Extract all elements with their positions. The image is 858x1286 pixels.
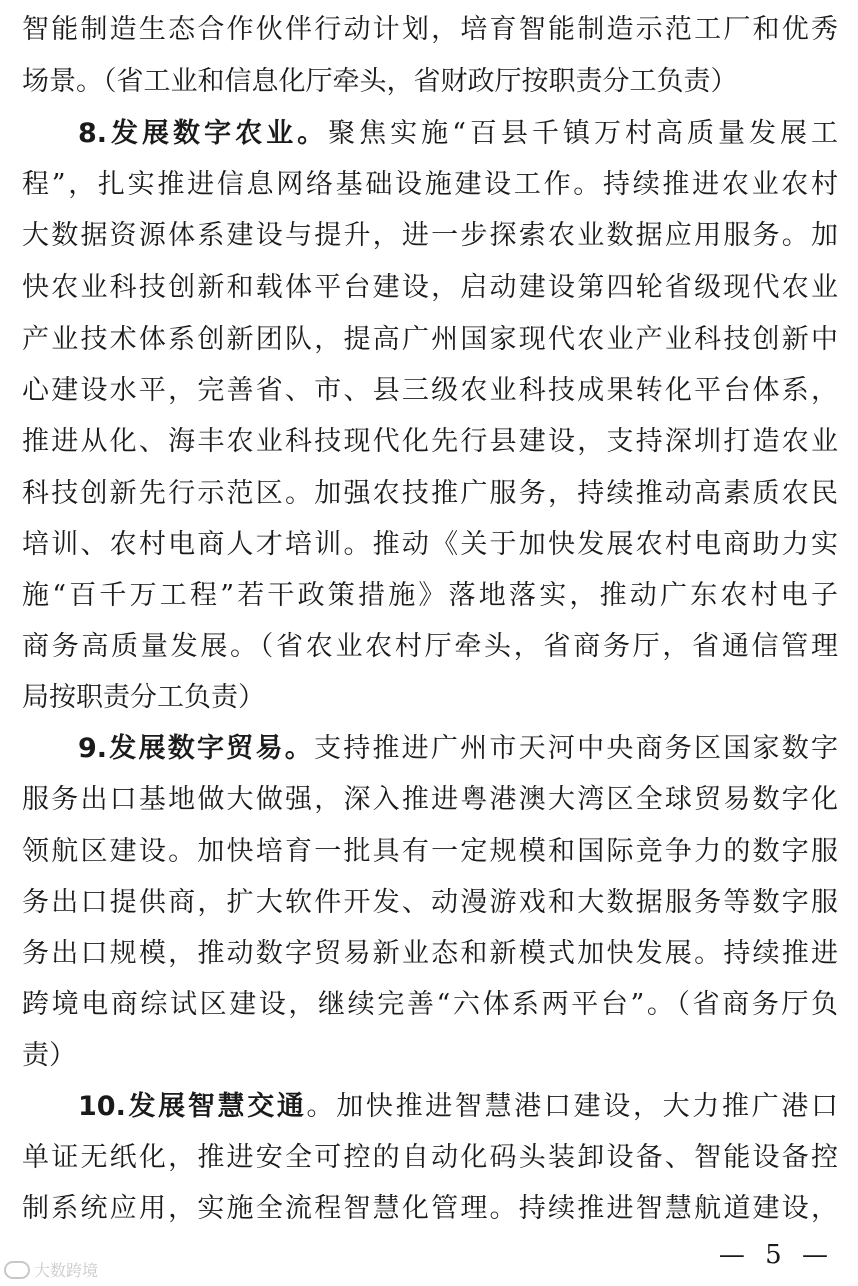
text-line: 培训、农村电商人才培训。推动《关于加快发展农村电商助力实 (22, 529, 838, 560)
text-line: 场景。（省工业和信息化厅牵头，省财政厅按职责分工负责） (22, 66, 738, 97)
text-line: 商务高质量发展。（省农业农村厅牵头，省商务厅，省通信管理 (22, 631, 838, 662)
section-heading-line: 8.发展数字农业。聚焦实施“百县千镇万村高质量发展工 (78, 118, 838, 149)
text-line: 责） (22, 1040, 76, 1071)
text-line: 服务出口基地做大做强，深入推进粤港澳大湾区全球贸易数字化 (22, 784, 838, 815)
section-heading-line: 9.发展数字贸易。支持推进广州市天河中央商务区国家数字 (78, 733, 838, 764)
section-heading: 9.发展数字贸易。 (78, 733, 314, 764)
text-line: 推进从化、海丰农业科技现代化先行县建设，支持深圳打造农业 (22, 426, 838, 457)
text-line: 程”，扎实推进信息网络基础设施建设工作。持续推进农业农村 (22, 169, 838, 200)
text-line: 科技创新先行示范区。加强农技推广服务，持续推动高素质农民 (22, 478, 838, 509)
text-line: 快农业科技创新和载体平台建设，启动建设第四轮省级现代农业 (22, 272, 838, 303)
watermark (4, 1258, 98, 1281)
text-line: 跨境电商综试区建设，继续完善“六体系两平台”。（省商务厅负 (22, 989, 838, 1020)
text-line: 心建设水平，完善省、市、县三级农业科技成果转化平台体系， (22, 375, 838, 406)
text-line: 制系统应用，实施全流程智慧化管理。持续推进智慧航道建设， (22, 1193, 838, 1224)
text-line: 务出口规模，推动数字贸易新业态和新模式加快发展。持续推进 (22, 938, 838, 969)
text-line: 产业技术体系创新团队，提高广州国家现代农业产业科技创新中 (22, 324, 838, 355)
text-line: 施“百千万工程”若干政策措施》落地落实，推动广东农村电子 (22, 580, 838, 611)
text-line: 单证无纸化，推进安全可控的自动化码头装卸设备、智能设备控 (22, 1142, 838, 1173)
text-line: 大数据资源体系建设与提升，进一步探索农业数据应用服务。加 (22, 220, 838, 251)
watermark-logo-icon (4, 1261, 30, 1279)
text-line: 智能制造生态合作伙伴行动计划，培育智能制造示范工厂和优秀 (22, 14, 838, 45)
page-number: — 5 — (718, 1240, 834, 1270)
section-heading-line: 10.发展智慧交通。加快推进智慧港口建设，大力推广港口 (78, 1091, 838, 1122)
section-heading: 8.发展数字农业。 (78, 118, 329, 149)
text-line: 局按职责分工负责） (22, 682, 265, 713)
watermark-text: 大数跨境 (34, 1261, 99, 1280)
text-line: 务出口提供商，扩大软件开发、动漫游戏和大数据服务等数字服 (22, 887, 838, 918)
text-line: 领航区建设。加快培育一批具有一定规模和国际竞争力的数字服 (22, 836, 838, 867)
section-heading: 10.发展智慧交通 (78, 1091, 307, 1122)
